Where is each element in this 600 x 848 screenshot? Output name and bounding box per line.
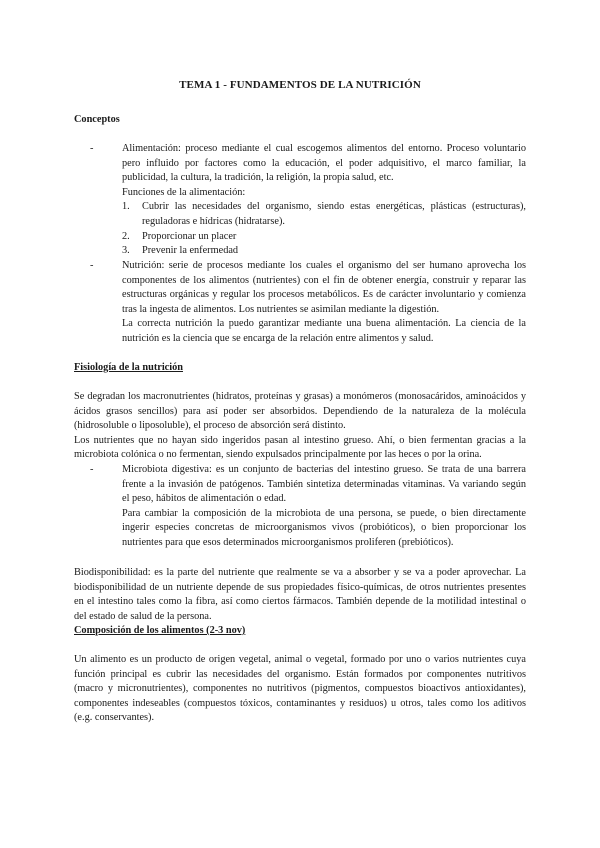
paragraph-microbiota: Microbiota digestiva: es un conjunto de bacterias del intestino grueso. Se trata de una barrera frente a la invasión de patógenos. También sintetiza determinadas vitaminas. Va variando según el peso, hábitos de alimentación o edad.: [122, 464, 526, 505]
section-heading-fisiologia: Fisiología de la nutrición: [74, 362, 183, 373]
list-item-nutricion: [90, 259, 526, 347]
section-heading-conceptos: Conceptos: [74, 114, 120, 125]
paragraph-alimento: Un alimento es un producto de origen vegetal, animal o vegetal, formado por uno o varios nutrientes cuya función principal es cubrir las necesidades del organismo. Están formados por componentes nutritivos (macro y micronutrientes), componentes no nutritivos (pigmentos, compuestos bioactivos antioxidantes), componentes indeseables (compuestos tóxicos, contaminantes y residuos) u otros, tales como los aditivos (e.g. conservantes).: [74, 654, 526, 724]
list-item: 2. Proporcionar un placer: [122, 230, 237, 242]
list-dash: -: [90, 143, 94, 154]
paragraph-alimentacion: Alimentación: proceso mediante el cual escogemos alimentos del entorno. Proceso voluntario pero influido por factores como la educación, el poder adquisitivo, el marco familiar, la publicidad, la cultura, la tradición, la religión, la propia salud, etc.: [122, 143, 526, 184]
section-heading-composicion: Composición de los alimentos (2-3 nov): [74, 625, 246, 636]
paragraph-degradacion: Se degradan los macronutrientes (hidratos, proteínas y grasas) a monómeros (monosacáridos, aminoácidos y ácidos grasos sencillos) para así poder ser absorbidos. Dependiendo de la naturaleza de la molécula (hidrosoluble o liposoluble), el proceso de absorción será distinto. Los nutrientes que no hayan sido ingeridos pasan al intestino grueso. Ahí, o bien fermentan gracias a la microbiota colónica o no fermentan, siendo expulsados principalmente por las heces o por la orina.: [74, 390, 526, 463]
list-item-microbiota: [90, 463, 526, 551]
paragraph-nutricion: Nutrición: serie de procesos mediante los cuales el organismo del ser humano aprovecha los componentes de los alimentos (nutrientes) con el fin de obtener energía, construir y reparar las estructuras orgánicas y regular los procesos metabólicos. Es de carácter involuntario y comienza tras la ingesta de alimentos. Los nutrientes se asimilan mediante la digestión.: [122, 260, 526, 315]
list-item-alimentacion: [90, 142, 526, 259]
paragraph-biodisponibilidad: Biodisponibilidad: es la parte del nutriente que realmente se va a absorber y se va a poder aprovechar. La biodisponibilidad de un nutriente depende de sus propiedades físico-químicas, de otros nutrientes presentes en el intestino tales como la fibra, así como ciertos fármacos. También depende de la motilidad intestinal o del estado de salud de la persona.: [74, 567, 526, 622]
page-title: TEMA 1 - FUNDAMENTOS DE LA NUTRICIÓN: [179, 79, 421, 91]
functions-list: [122, 200, 526, 258]
functions-heading: Funciones de la alimentación:: [122, 186, 246, 198]
list-dash: -: [90, 260, 94, 271]
paragraph-intestino: Los nutrientes que no hayan sido ingeridos pasan al intestino grueso. Ahí, o bien fermentan gracias a la microbiota colónica o no fermentan, siendo expulsados principalmente por las heces o por la orina.: [74, 434, 526, 461]
list-item: 1. Cubrir las necesidades del organismo, siendo estas energéticas, plásticas (estructuras), reguladoras e hídricas (hidratarse).: [122, 201, 526, 227]
paragraph-nutricion-2: La correcta nutrición la puedo garantizar mediante una buena alimentación. La ciencia de la nutrición es la ciencia que se encarga de la relación entre alimentos y salud.: [122, 318, 526, 344]
list-dash: -: [90, 464, 94, 475]
list-item: 3. Prevenir la enfermedad: [122, 245, 239, 257]
paragraph-microbiota-2: Para cambiar la composición de la microbiota de una persona, se puede, o bien directamente ingerir especies concretas de microorganismos vivos (probióticos), o bien proporcionar los nutrientes para que esos determinados microorganismos proliferen (prebióticos).: [122, 507, 526, 548]
